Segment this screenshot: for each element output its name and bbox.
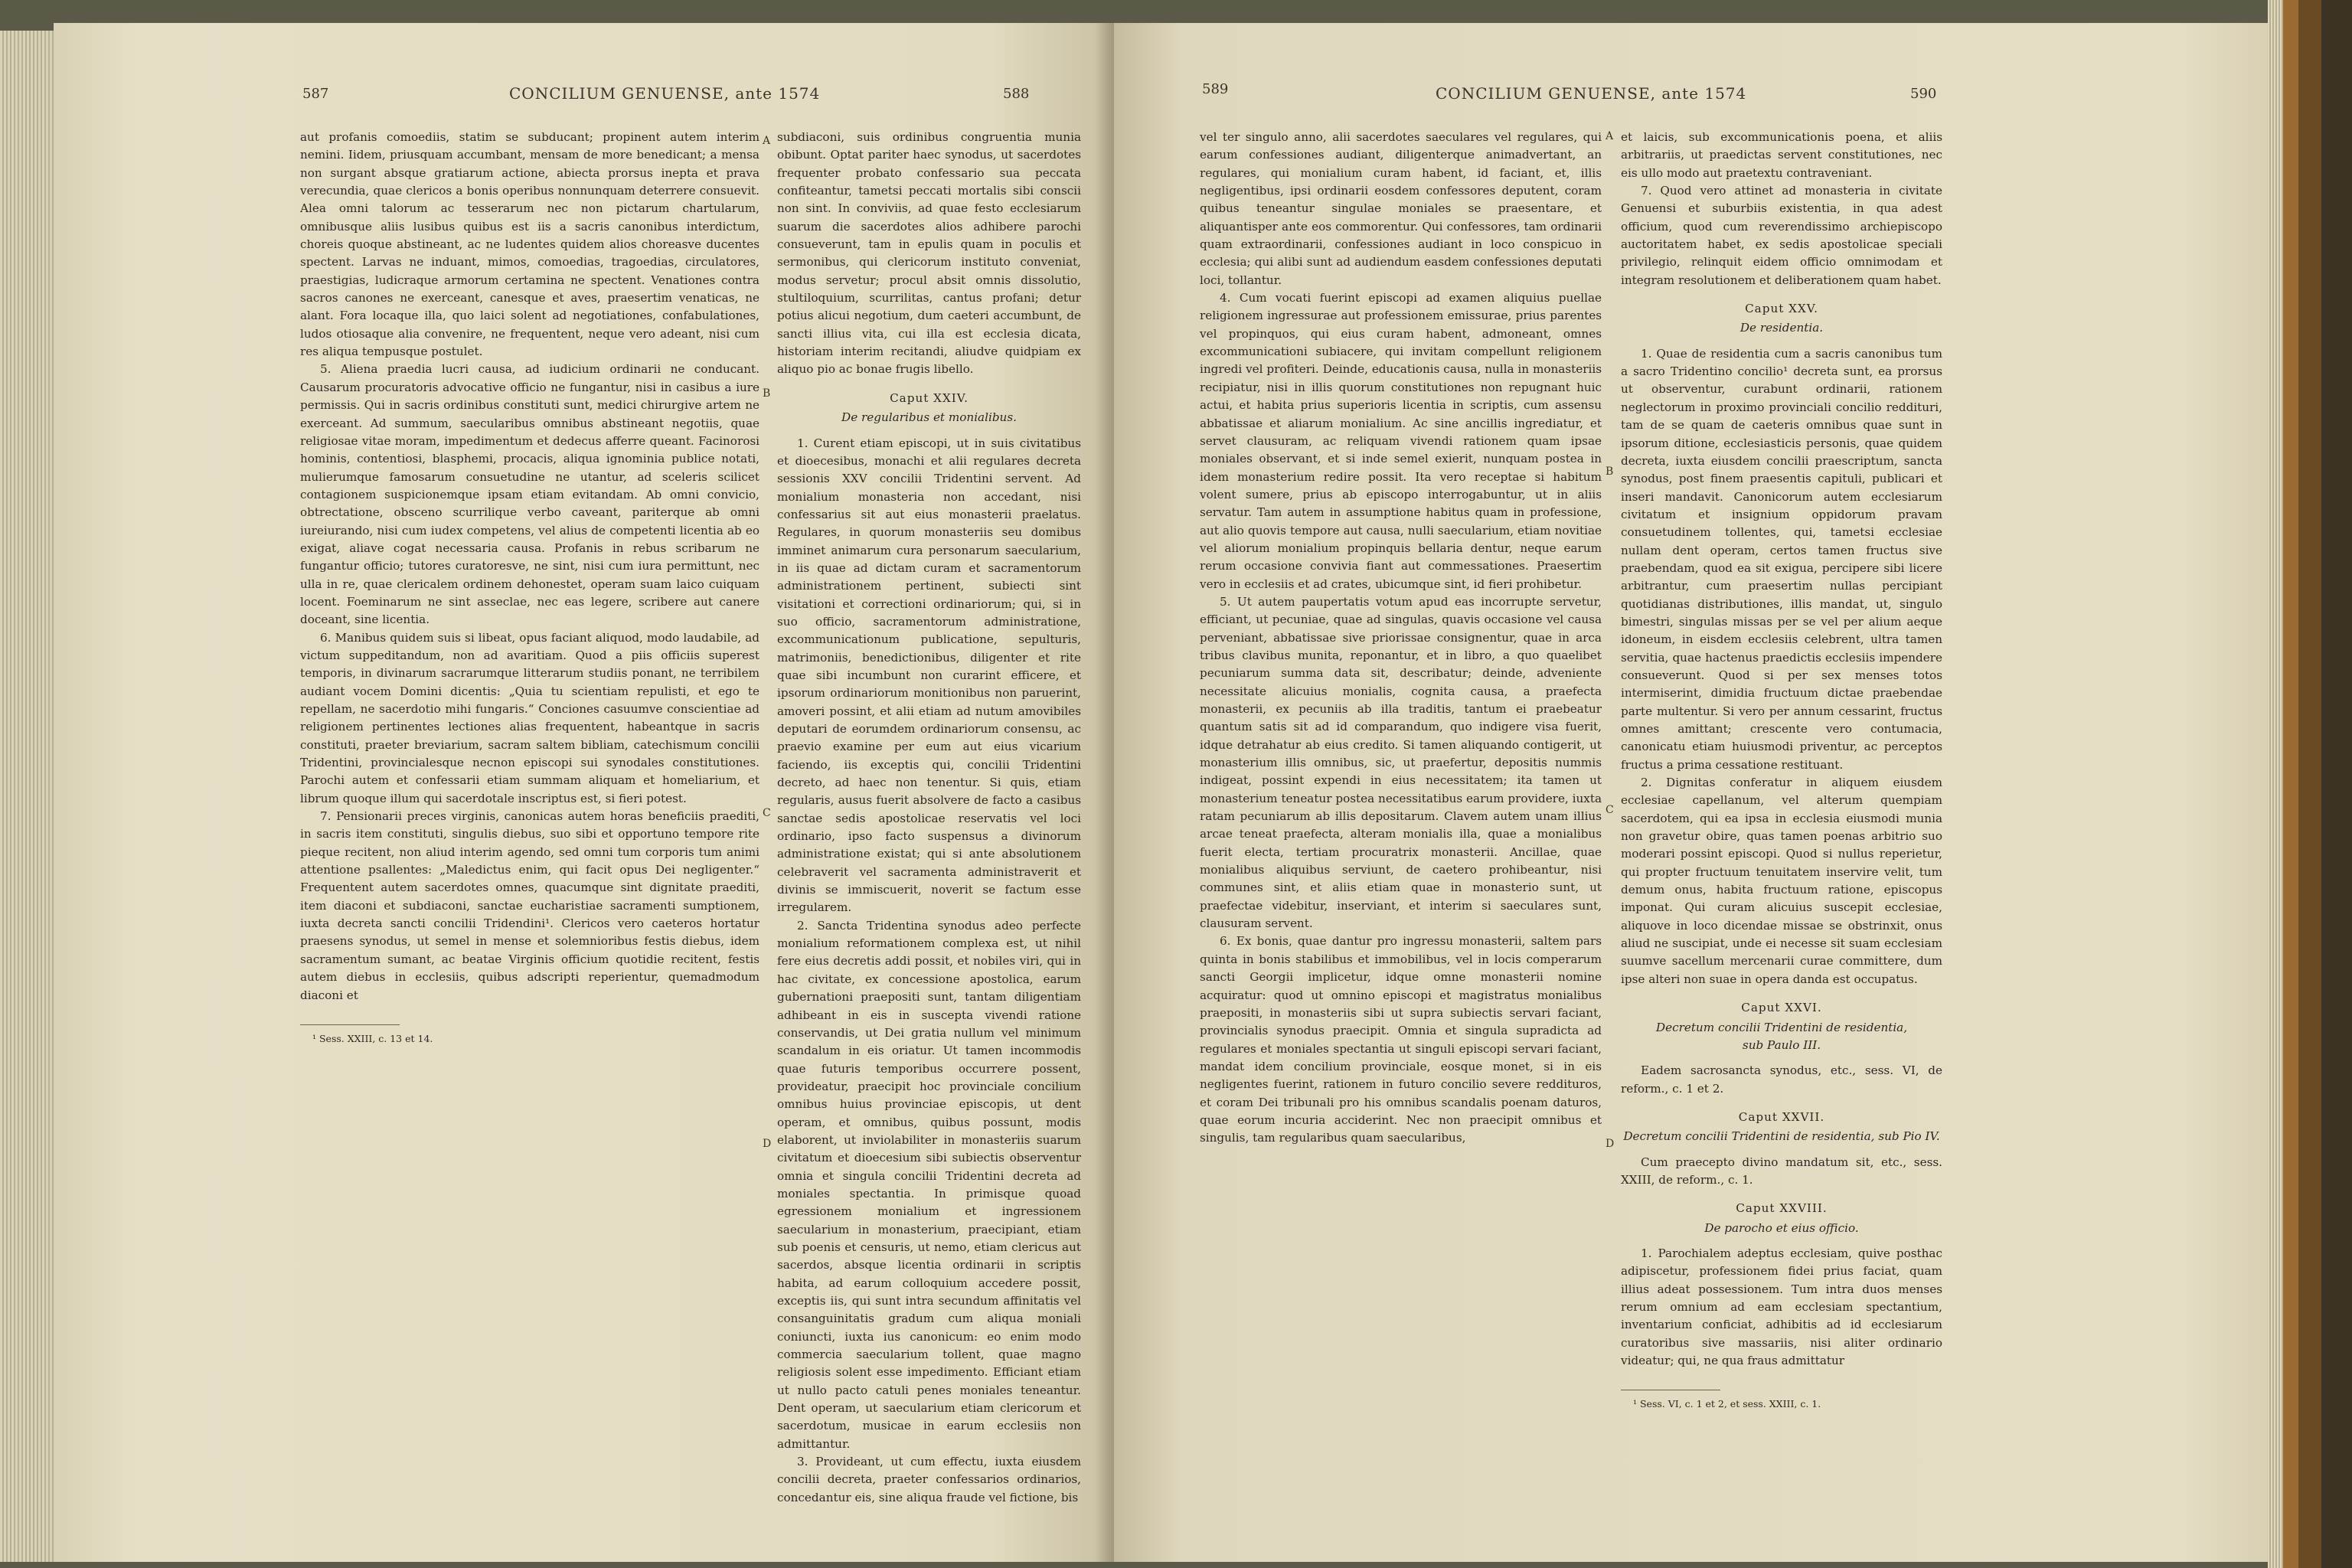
page-edges-left — [0, 31, 55, 1562]
footnote-rule — [300, 1024, 400, 1025]
paragraph: Cum praecepto divino mandatum sit, etc., sess. XXIII, de reform., c. 1. — [1621, 1155, 1942, 1187]
paragraph: 1. Parochialem adeptus ecclesiam, quive posthac adipiscetur, professionem fidei prius faciat, quam illius adeat possessionem. Tum intra duos menses rerum omnium ad eam ecclesiam spectantium, inventarium conficiat, adhibitis ad id ecclesiarum curatoribus sive massariis, nisi aliter ordinario videatur; qui, ne qua fraus admittatur — [1621, 1246, 1942, 1367]
paragraph: 7. Quod vero attinet ad monasteria in civitate Genuensi et suburbiis existentia, in qua adest officium, quod cum reverendissimo archiepiscopo auctoritatem habet, ex sedis apostolicae speciali privilegio, relinquit eidem officio omnimodam et integram resolutionem et deliberationem quam habet. — [1621, 184, 1942, 287]
paragraph: 1. Curent etiam episcopi, ut in suis civitatibus et dioecesibus, monachi et alii regulares decreta sessionis XXV concilii Tridentini servent. Ad monialium monasteria non accedant, nisi confessarius sit aut eius monasterii praelatus. Regulares, in quorum monasteriis seu domibus imminet animarum cura personarum saecularium, in iis quae ad dictam curam et sacramentorum administrationem pertinent, subiecti sint visitationi et correctioni ordinariorum; qui, si in suo officio, sacramentorum administratione, excommunicationum publicatione, sepulturis, matrimoniis, benedictionibus, diligenter et rite quae sibi incumbunt non curarint efficere, et ipsorum ordinariorum monitionibus non paruerint, amoveri possint, et alii etiam ad nutum amovibiles deputari de eorumdem ordinariorum consensu, ac praevio examine per eum aut eius vicarium faciendo, iis exceptis qui, concilii Tridentini decreto, ad haec non tenentur. Si quis, etiam regularis, ausus fuerit absolvere de facto a casibus sanctae sedis apostolicae reservatis vel loci ordinario, ipso facto suspensus a divinorum administratione existat; qui si ante absolutionem celebraverit vel sacramenta administraverit et divinis se immiscuerit, noverit se factum esse irregularem. — [777, 436, 1081, 915]
paragraph: 4. Cum vocati fuerint episcopi ad examen aliquius puellae religionem ingressurae aut professionem emissurae, prius parentes vel propinquos, qui eius curam habent, admoneant, omnes excommunicationi subiacere, qui invitam compellunt religionem ingredi vel profiteri. Deinde, educationis causa, nulla in monasteriis recipiatur, nisi in illis quorum constitutiones non repugnant huic actui, et habita prius superioris licentia in scriptis, cum assensu abbatissae et aliarum monialium. Ac sine ancillis ingrediatur, et servet clausuram, ac reliquam vivendi rationem quam ipsae moniales observant, et si inde semel exierit, nunquam postea in idem monasterium redire possit. Ita vero receptae si habitum volent sumere, prius ab episcopo interrogabuntur, ut in aliis servatur. Tam autem in assumptione habitus quam in professione, aut alio quovis tempore aut causa, nulli saecularium, etiam novitiae vel aliorum monialium propinquis bellaria dentur, neque earum rerum occasione convivia fiant aut commessationes. Praesertim vero in ecclesiis et ad crates, ubicumque sint, id fieri prohibetur. — [1200, 291, 1602, 591]
paragraph: aut profanis comoediis, statim se subducant; propinent autem interim nemini. Iidem, priusquam accumbant, mensam de more benedicant; a mensa non surgant absque gratiarum actione, abiecta prorsus inepta et prava verecundia, quae clericos a bonis operibus nonnunquam deterrere consuevit. Alea omni talorum ac tesserarum nec non pictarum chartularum, omnibusque aliis lusibus quibus est iis a sacris canonibus interdictum, choreis quoque abstineant, ac ne ludentes quidem alios choreasve ducentes spectent. Larvas ne induant, mimos, comoedias, tragoedias, circulatores, praestigias, ludicraque armorum certamina ne spectent. Venationes contra sacros canones ne exerceant, canesque et aves, praesertim venaticas, ne alant. Fora locaque illa, quo laici solent ad negotiationes, confabulationes, ludos otiosaque alia convenire, ne frequentent, neque vero adeant, nisi cum res aliqua tempusque postulet. — [300, 130, 760, 359]
left-page-column-1 — [300, 129, 760, 1491]
margin-marker-c: C — [1606, 804, 1614, 816]
margin-marker-c: C — [763, 807, 771, 819]
page-number-587: 587 — [302, 86, 329, 102]
margin-marker-a: A — [1606, 130, 1614, 142]
caput-subtitle: De regularibus et monialibus. — [841, 410, 1017, 425]
paragraph: Eadem sacrosancta synodus, etc., sess. VI, de reform., c. 1 et 2. — [1621, 1063, 1942, 1096]
margin-marker-b: B — [1606, 466, 1614, 478]
paragraph: 1. Quae de residentia cum a sacris canonibus tum a sacro Tridentino concilio¹ decreta sunt, ea prorsus ut observentur, curabunt ordinarii, rationem neglectorum in proximo provinciali concilio redditurі, tam de se quam de caeteris omnibus quae sunt in ipsorum ditione, ecclesiasticis personis, quae quidem decreta, iuxta eiusdem concilii praescriptum, sancta synodus, post finem praesentis capituli, publicari et inseri mandavit. Canonicorum autem ecclesiarum civitatum et insignium oppidorum pravam consuetudinem tollentes, qui, tametsi ecclesiae nullam dent operam, certos tamen fructus sive praebendam, quod ea sit exigua, percipere sibi licere arbitrantur, cum praesertim nullas percipiant quotidianas distributiones, illis mandat, ut, singulo bimestri, singulas missas per se vel per alium aeque idoneum, in eisdem ecclesiis celebrent, ultra tamen servitia, quae hactenus praedictis ecclesiis impendere consueverunt. Quod si per sex menses totos intermiserint, dimidia fructuum dictae praebendae parte multentur. Si vero per annum cessarint, fructus omnes amittant; crescente vero contumacia, canonicatu etiam huiusmodi priventur, ac perceptos fructus a prima cessatione restituant. — [1621, 346, 1942, 772]
footnote: ¹ Sess. VI, c. 1 et 2, et sess. XXIII, c. 1. — [1633, 1398, 1821, 1410]
caput-heading: Caput XXVI. — [1741, 1001, 1822, 1015]
running-head-left: CONCILIUM GENUENSE, ante 1574 — [509, 84, 821, 103]
margin-marker-d: D — [1606, 1138, 1615, 1150]
caput-heading: Caput XXIV. — [890, 390, 969, 405]
paragraph: 2. Sancta Tridentina synodus adeo perfecte monialium reformationem complexa est, ut nihil fere eius decretis addi possit, et nobiles viri, qui in hac civitate, ex concessione apostolica, earum gubernationi praepositi sunt, tantam diligentiam adhibeant in eis in suscepta vivendi ratione conservandis, ut Dei gratia nullum vel minimum scandalum in eis oriatur. Ut tamen incommodis quae futuris temporibus occurrere possent, provideatur, praecipit hoc provinciale concilium omnibus huius provinciae episcopis, ut dent operam, et omnibus, quibus possunt, modis elaborent, ut inviolabiliter in monasteriis suarum civitatum et dioecesium sibi subiectis observentur omnia et singula concilii Tridentini decreta ad moniales spectantia. In primisque quoad egressionem monialium et ingressionem saecularium in monasterium, praecipiant, etiam sub poenis et censuris, ut nemo, etiam clericus aut sacerdos, absque licentia ordinarii in scriptis habita, ad earum colloquium accedere possit, exceptis iis, qui sunt intra secundum affinitatis vel consanguinitatis gradum cum aliqua moniali coniuncti, iuxta ius canonicum: eo enim modo commercia saecularium tollent, quae magno religiosis solent esse impedimento. Efficiant etiam ut nullo pacto catuli penes moniales teneantur. Dent operam, ut saecularium etiam clericorum et sacerdotum, musicae in earum ecclesiis non admittantur. — [777, 918, 1081, 1451]
paragraph: vel ter singulo anno, alii sacerdotes saeculares vel regulares, qui earum confessiones audiant, diligenterque animadvertant, an regulares, qui monialium curam habent, id faciant, et, illis negligentibus, ipsi ordinarii eosdem confessores deputent, coram quibus teneantur singulae moniales se praesentare, et aliquantisper ante eos commorentur. Qui confessores, tam ordinarii quam extraordinarii, confessiones audiant in loco conspicuo in ecclesia; qui alibi sunt ad audiendum easdem confessiones deputati loci, tollantur. — [1200, 130, 1602, 287]
right-page-column-2 — [1621, 129, 1942, 1491]
caput-subtitle: sub Paulo III. — [1742, 1037, 1821, 1052]
paragraph: et laicis, sub excommunicationis poena, et aliis arbitrariis, ut praedictas servent constitutiones, nec eis ullo modo aut praetextu contraveniant. — [1621, 130, 1942, 180]
paragraph: 2. Dignitas conferatur in aliquem eiusdem ecclesiae capellanum, vel alterum quempiam sacerdotem, qui ea ipsa in ecclesia eiusmodi munia non gravetur obire, quas tamen poenas arbitrio suo moderari possint episcopi. Quod si nullus reperietur, qui propter fructuum tenuitatem inservire velit, tum demum onus, habita fructuum ratione, episcopus imponat. Qui curam alicuius suscepit ecclesiae, aliquove in loco dicendae missae se obstrinxit, onus aliud ne suscipiat, unde ei necesse sit suam ecclesiam suumve sacellum mercenarii curae committere, dum ipse alteri non suae in opera danda est occupatus. — [1621, 776, 1942, 986]
page-number-588: 588 — [1003, 86, 1030, 102]
caput-heading: Caput XXVII. — [1738, 1109, 1825, 1124]
paragraph: 3. Provideant, ut cum effectu, iuxta eiusdem concilii decreta, praeter confessarios ordinarios, concedantur eis, sine aliqua fraude vel fictione, bis — [777, 1455, 1081, 1504]
paragraph: 6. Manibus quidem suis si libeat, opus faciant aliquod, modo laudabile, ad victum suppeditandum, non ad avaritiam. Quod a piis officiis superest temporis, in divinarum sacrarumque litterarum studiis ponant, ne terribilem audiant vocem Domini dicentis: „Quia tu scientiam repulisti, et ego te repellam, ne sacerdotio mihi fungaris.“ Conciones casuumve conscientiae ad religionem pertinentes lectiones alias frequentent, habeantque in sacris constituti, praeter breviarium, sacram saltem bibliam, catechismum concilii Tridentini, provincialesque necnon episcopi sui synodales constitutiones. Parochi autem et confessarii etiam summam aliquam et homeliarium, et librum quoque illum qui sacerdotale inscriptus est, si fieri potest. — [300, 630, 760, 805]
book-cover-edge-right — [2268, 0, 2352, 1568]
caput-subtitle: Decretum concilii Tridentini de residentia, — [1655, 1020, 1908, 1034]
caput-heading: Caput XXVIII. — [1736, 1201, 1828, 1216]
page-number-589: 589 — [1202, 81, 1229, 97]
paragraph: 6. Ex bonis, quae dantur pro ingressu monasterii, saltem pars quinta in bonis stabilibus et immobilibus, vel in locis comperarum sancti Georgii implicetur, idque omne monasterii nomine acquiratur: quod ut omnino episcopi et magistratus monialibus praepositi, in monasteriis sibi ut supra subiectis servari faciant, provincialis synodus praecipit. Omnia et singula supradicta ad regulares et moniales spectantia ut singuli episcopi servari faciant, mandat idem concilium provinciale, eosque monet, si in eis negligentes fuerint, rationem in futuro concilio severe reddituros, et coram Dei tribunali pro his omnibus scandalis poenam daturos, quae eorum incuria acciderint. Nec non praecipit omnibus et singulis, tam regularibus quam saecularibus, — [1200, 934, 1602, 1145]
margin-marker-d: D — [763, 1138, 772, 1150]
page-number-590: 590 — [1910, 86, 1937, 102]
left-page — [54, 23, 1114, 1562]
caput-subtitle: Decretum concilii Tridentini de residentia, sub Pio IV. — [1623, 1129, 1940, 1144]
margin-marker-a: A — [763, 135, 771, 147]
left-page-column-2 — [777, 129, 1081, 1504]
paragraph: 5. Aliena praedia lucri causa, ad iudicium ordinarii ne conducant. Causarum procuratoris advocative officio ne fungantur, nisi in casibus a iure permissis. Qui in sacris ordinibus constituti sunt, medici chirurgive artem ne exerceant. Ad summum, saecularibus omnibus abstineant negotiis, quae religiosae vitae moram, impedimentum et dedecus afferre queant. Facinorosi hominis, contentiosi, blasphemi, procacis, aliqua ignominia publice notati, mulierumque famosarum consuetudine ne utantur, ad sceleris scilicet contagionem suspicionemque ipsam etiam evitandam. Ab omni convicio, obtrectatione, obsceno scurrilique verbo caveant, pariterque ab omni iureiurando, nisi cum iudex competens, vel alius de competenti licentia ab eo exigat, aliave cogat necessaria causa. Profanis in rebus scribarum ne fungantur officio; tutores curatoresve, ne sint, nisi cum iura permittunt, nec ulla in re, quae clericalem ordinem dehonestet, operam suam laico cuiquam locent. Foeminarum ne sint asseclae, nec eas legere, scribere aut canere doceant, sine licentia. — [300, 362, 760, 627]
caput-subtitle: De parocho et eius officio. — [1704, 1220, 1859, 1235]
caput-heading: Caput XXV. — [1745, 302, 1818, 316]
right-page-column-1 — [1200, 129, 1602, 1491]
right-page — [1114, 23, 2269, 1562]
caput-subtitle: De residentia. — [1740, 321, 1824, 335]
margin-marker-b: B — [763, 387, 771, 400]
paragraph: 5. Ut autem paupertatis votum apud eas incorrupte servetur, efficiant, ut pecuniae, quae ad singulas, quavis occasione vel causa perveniant, abbatissae sive priorissae consignentur, quae in arca tribus clavibus munita, reponantur, et in libro, a quo quaelibet pecuniarum summa data sit, describatur; deinde, adveniente necessitate alicuius monialis, cognita causa, a praefecta monasterii, ex pecuniis ab illa traditis, tantum ei praebeatur quantum satis sit ad id comparandum, quo indigere visa fuerit, idque detrahatur ab eius credito. Si tamen aliquando contigerit, ut monasterium illis omnibus, sic, ut praefertur, depositis nummis indigeat, possint expendi in eius necessitatem; ita tamen ut monasterium teneatur postea necessitatibus earum providere, iuxta ratam pecuniarum ab illis depositarum. Clavem autem unam illius arcae teneat praefecta, alteram monialis illa, quae a monialibus fuerit electa, tertiam procuratrix monasterii. Ancillae, quae monialibus aliquibus serviunt, de caetero prohibeantur, nisi communes sint, et aliis etiam quae in monasterio sunt, ut praefectae videbitur, inserviant, et interim si saeculares sunt, clausuram servent. — [1200, 594, 1602, 931]
footnote: ¹ Sess. XXIII, c. 13 et 14. — [312, 1032, 433, 1044]
paragraph: 7. Pensionarii preces virginis, canonicas autem horas beneficiis praediti, in sacris item constituti, singulis diebus, suo sibi et opportuno tempore rite pieque recitent, non aliud interim agendo, sed omni tum corporis tum animi attentione psallentes: „Maledictus enim, qui facit opus Dei negligenter.“ Frequentent autem sacerdotes omnes, quacumque sint dignitate praediti, item diaconi et subdiaconi, sanctae eucharistiae sacramenti sumptionem, iuxta decreta sancti concilii Tridendini¹. Clericos vero caeteros hortatur praesens synodus, ut semel in mense et solemnioribus festis diebus, idem sacramentum sumant, ac beatae Virginis officium quotidie recitent, festis autem diebus in ecclesiis, quibus adscripti reperientur, quemadmodum diaconi et — [300, 809, 760, 1002]
running-head-right: CONCILIUM GENUENSE, ante 1574 — [1436, 84, 1747, 103]
paragraph: subdiaconi, suis ordinibus congruentia munia obibunt. Optat pariter haec synodus, ut sacerdotes frequenter probato confessario sua peccata confiteantur, tametsi peccati mortalis sibi conscii non sint. In conviviis, ad quae festo ecclesiarum suarum die sacerdotes alios adhibere parochi consueverunt, tam in epulis quam in poculis et sermonibus, qui clericorum instituto conveniat, modus servetur; procul absit omnis dissolutio, stultiloquium, scurrilitas, cantus profani; detur potius alicui negotium, dum caeteri accumbunt, de sancti illius vita, cui illa est ecclesia dicata, historiam interim recitandi, aliudve quidpiam ex aliquo pio ac bonae frugis libello. — [777, 130, 1081, 377]
